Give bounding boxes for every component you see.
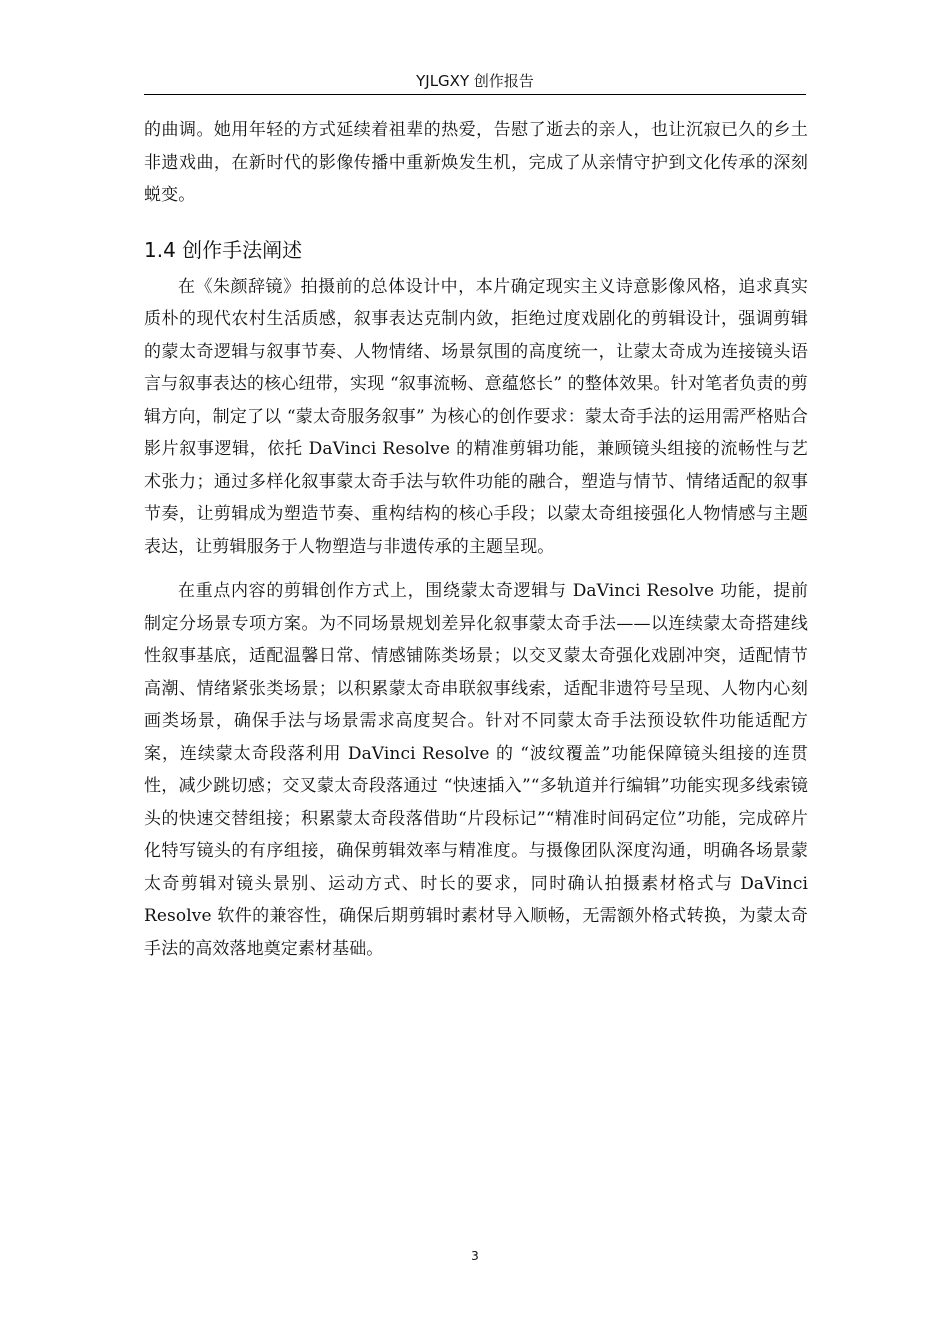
- page-number: 3: [471, 1249, 479, 1263]
- continuation-paragraph: 的曲调。她用年轻的方式延续着祖辈的热爱，告慰了逝去的亲人，也让沉寂已久的乡土非遗戏曲，在新时代的影像传播中重新焕发生机，完成了从亲情守护到文化传承的深刻蜕变。: [144, 120, 808, 205]
- paragraph-creative-design: 在《朱颜辞镜》拍摄前的总体设计中，本片确定现实主义诗意影像风格，追求真实质朴的现代农村生活质感，叙事表达克制内敛，拒绝过度戏剧化的剪辑设计，强调剪辑的蒙太奇逻辑与叙事节奏、人物情绪、场景氛围的高度统一，让蒙太奇成为连接镜头语言与叙事表达的核心纽带，实现 “叙事流畅、意蕴悠长” 的整体效果。针对笔者负责的剪辑方向，制定了以 “蒙太奇服务叙事” 为核心的创作要求：蒙太奇手法的运用需严格贴合影片叙事逻辑，依托 DaVinci Resolve 的精准剪辑功能，兼顾镜头组接的流畅性与艺术张力；通过多样化叙事蒙太奇手法与软件功能的融合，塑造与情节、情绪适配的叙事节奏，让剪辑成为塑造节奏、重构结构的核心手段；以蒙太奇组接强化人物情感与主题表达，让剪辑服务于人物塑造与非遗传承的主题呈现。: [144, 276, 808, 557]
- section-heading: 1.4 创作手法阐述: [144, 237, 303, 262]
- document-body: [144, 114, 808, 965]
- header-title: YJLGXY 创作报告: [416, 72, 534, 90]
- page-header: [144, 70, 806, 95]
- paragraph-editing-method: 在重点内容的剪辑创作方式上，围绕蒙太奇逻辑与 DaVinci Resolve 功能，提前制定分场景专项方案。为不同场景规划差异化叙事蒙太奇手法——以连续蒙太奇搭建线性叙事基底，适配温馨日常、情感铺陈类场景；以交叉蒙太奇强化戏剧冲突，适配情节高潮、情绪紧张类场景；以积累蒙太奇串联叙事线索，适配非遗符号呈现、人物内心刻画类场景，确保手法与场景需求高度契合。针对不同蒙太奇手法预设软件功能适配方案，连续蒙太奇段落利用 DaVinci Resolve 的 “波纹覆盖”功能保障镜头组接的连贯性，减少跳切感；交叉蒙太奇段落通过 “快速插入”“多轨道并行编辑”功能实现多线索镜头的快速交替组接；积累蒙太奇段落借助“片段标记”“精准时间码定位”功能，完成碎片化特写镜头的有序组接，确保剪辑效率与精准度。与摄像团队深度沟通，明确各场景蒙太奇剪辑对镜头景别、运动方式、时长的要求，同时确认拍摄素材格式与 DaVinci Resolve 软件的兼容性，确保后期剪辑时素材导入顺畅，无需额外格式转换，为蒙太奇手法的高效落地奠定素材基础。: [144, 581, 808, 959]
- paragraph-spacer: [144, 563, 808, 575]
